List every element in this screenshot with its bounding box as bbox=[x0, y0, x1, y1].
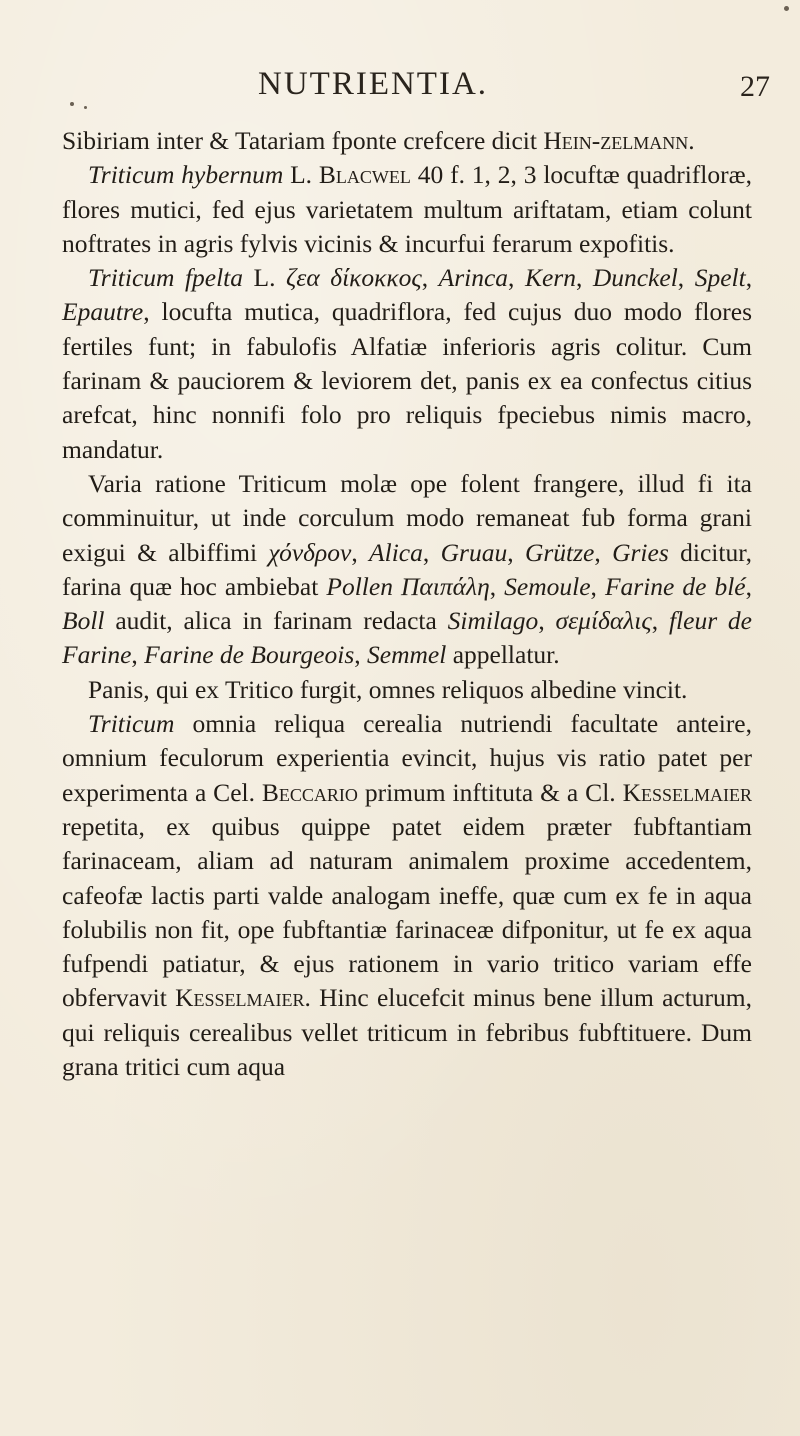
paper-speck bbox=[784, 6, 789, 11]
author-name: Hein-zelmann bbox=[543, 126, 689, 155]
page-number: 27 bbox=[740, 70, 770, 103]
italic-term: Similago bbox=[447, 606, 539, 636]
text-run: primum inftituta & a Cl. bbox=[357, 777, 623, 807]
text-run: , bbox=[351, 537, 370, 567]
italic-term: Kern bbox=[524, 263, 576, 293]
text-run: , bbox=[508, 263, 525, 293]
paragraph bbox=[62, 673, 752, 707]
text-run: L. bbox=[243, 263, 286, 293]
italic-term: Farine de blé bbox=[604, 571, 746, 601]
text-run: . Hinc elucefcit minus bene illum acturum, qui reliquis cerealibus vellet triticum in febribus fubftituere. Dum grana tritici cum aqua bbox=[62, 983, 753, 1082]
paragraph bbox=[62, 707, 752, 1084]
italic-term: Grütze bbox=[524, 537, 595, 567]
text-run: L. bbox=[283, 160, 319, 190]
text-run: , bbox=[745, 571, 752, 601]
text-run: Sibiriam inter & Tatariam fponte crefcere dicit bbox=[62, 126, 544, 155]
italic-term: σεμίδαλις bbox=[555, 606, 652, 636]
italic-term: Triticum bbox=[88, 709, 175, 739]
text-run: , bbox=[538, 606, 556, 636]
text-run: , bbox=[575, 263, 593, 293]
paper-speck bbox=[84, 106, 87, 109]
paper-speck bbox=[70, 102, 74, 106]
text-run: . bbox=[688, 126, 695, 155]
text-run: , bbox=[131, 640, 145, 670]
italic-term: Triticum fpelta bbox=[88, 263, 244, 293]
italic-term: ζεα δίκοκκος bbox=[285, 263, 422, 293]
italic-term: Semoule bbox=[504, 571, 591, 601]
text-run bbox=[393, 572, 401, 601]
text-run: dicitur, farina quæ hoc ambiebat bbox=[62, 537, 753, 601]
text-run: , bbox=[422, 537, 441, 567]
text-run: , bbox=[651, 606, 669, 636]
italic-term: Farine de Bourgeois bbox=[144, 640, 355, 670]
italic-term: Pollen bbox=[326, 571, 393, 601]
body-text bbox=[62, 124, 752, 1084]
italic-term: fleur de Farine bbox=[62, 606, 753, 670]
text-run: , bbox=[354, 640, 368, 670]
text-run: , bbox=[421, 263, 439, 293]
author-name: Blacwel bbox=[318, 160, 411, 190]
italic-term: Gruau bbox=[440, 537, 508, 567]
paragraph bbox=[62, 261, 752, 467]
italic-term: Spelt bbox=[694, 263, 746, 293]
text-run: appellatur. bbox=[446, 640, 560, 670]
author-name: Kesselmaier bbox=[175, 983, 305, 1013]
text-run: , bbox=[594, 537, 613, 567]
author-name: Beccario bbox=[261, 777, 358, 807]
italic-term: Alica bbox=[369, 537, 423, 567]
text-run: , bbox=[507, 537, 525, 567]
italic-term: Boll bbox=[62, 606, 105, 636]
running-head: NUTRIENTIA. bbox=[258, 66, 489, 102]
text-run: Panis, qui ex Tritico furgit, omnes reliquos albedine vincit. bbox=[88, 674, 688, 704]
text-run: , bbox=[489, 571, 505, 601]
text-run: Varia ratione Triticum molæ ope folent frangere, illud fi ita comminuitur, ut inde corculum modo remaneat fub forma grani exigui & albiffimi bbox=[62, 468, 752, 567]
italic-term: Παιπάλη bbox=[400, 571, 490, 601]
italic-term: Semmel bbox=[367, 640, 447, 670]
text-run: audit, alica in farinam redacta bbox=[104, 606, 448, 636]
text-run: repetita, ex quibus quippe patet eidem præter fubftantiam farinaceam, aliam ad naturam animalem proxime accedentem, cafeofæ lactis parti valde analogam ineffe, quæ cum ex fe in aqua folubilis non fit, ope fubftantiæ farinaceæ difponitur, ut fe ex aqua fufpendi patiatur, & ejus rationem in vario tritico variam effe obfervavit bbox=[62, 811, 752, 1013]
italic-term: Arinca bbox=[438, 263, 509, 293]
italic-term: χόνδρον bbox=[268, 537, 352, 567]
paragraph bbox=[62, 467, 752, 673]
author-name: Kesselmaier bbox=[622, 777, 752, 807]
text-run: , bbox=[745, 263, 753, 293]
paragraph bbox=[62, 124, 752, 158]
text-run: omnia reliqua cerealia nutriendi facultate anteire, omnium feculorum experientia evincit, hujus vis ratio patet per experimenta a Cel. bbox=[62, 709, 752, 807]
text-run: , bbox=[677, 263, 695, 293]
italic-term: Dunckel bbox=[592, 263, 678, 293]
italic-term: Epautre bbox=[62, 297, 144, 327]
text-run: , bbox=[590, 571, 605, 601]
text-run: 40 f. 1, 2, 3 locuftæ quadrifloræ, flores mutici, fed ejus varietatem multum ariftatam, etiam colunt noftrates in agris fylvis vicinis & incurfui ferarum expofitis. bbox=[62, 160, 753, 258]
text-run: , locufta mutica, quadriflora, fed cujus duo modo flores fertiles funt; in fabulofis Alfatiæ inferioris agris colitur. Cum farinam & pauciorem & leviorem det, panis ex ea confectus citius arefcat, hinc nonnifi folo pro reliquis fpeciebus nimis macro, mandatur. bbox=[62, 297, 752, 464]
paragraph bbox=[62, 158, 752, 261]
italic-term: Gries bbox=[612, 537, 669, 567]
italic-term: Triticum hybernum bbox=[88, 160, 284, 190]
